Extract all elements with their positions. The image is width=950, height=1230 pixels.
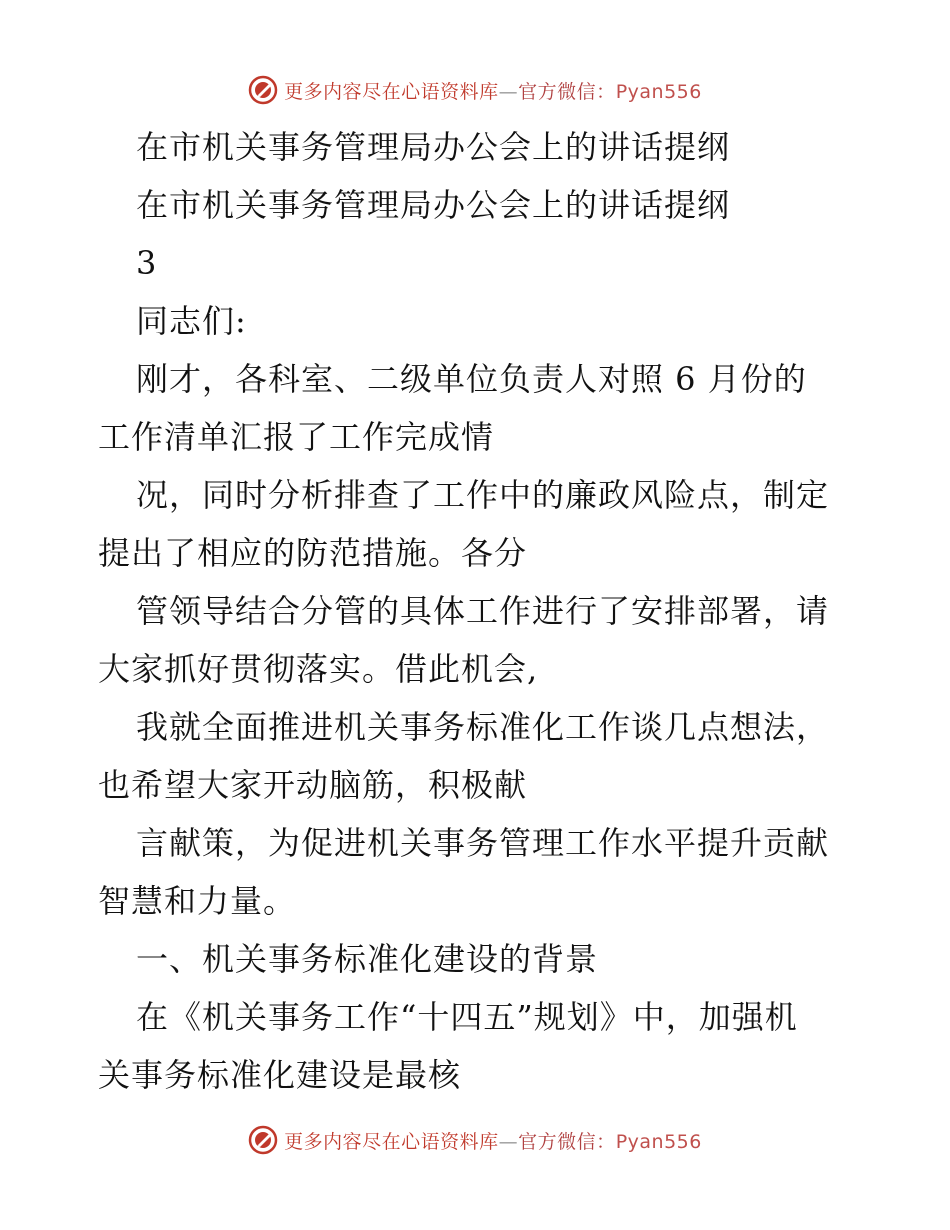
document-body xyxy=(98,118,858,1104)
doc-title: 在市机关事务管理局办公会上的讲话提纲 xyxy=(136,128,731,166)
footer-banner xyxy=(0,1122,950,1158)
doc-title-repeat: 在市机关事务管理局办公会上的讲话提纲 xyxy=(136,186,731,224)
section-heading: 一、机关事务标准化建设的背景 xyxy=(136,940,599,978)
paragraph-line: 大家抓好贯彻落实。借此机会, xyxy=(98,650,539,688)
paragraph-line: 管领导结合分管的具体工作进行了安排部署，请 xyxy=(136,592,830,630)
doc-number: 3 xyxy=(136,244,158,282)
header-banner-text: 更多内容尽在心语资料库—官方微信：Pyan556 xyxy=(284,80,702,103)
pen-logo-icon xyxy=(248,75,278,105)
paragraph-line: 工作清单汇报了工作完成情 xyxy=(98,418,495,456)
pen-logo-icon xyxy=(248,1125,278,1155)
paragraph-line: 提出了相应的防范措施。各分 xyxy=(98,534,528,572)
salutation: 同志们: xyxy=(136,302,247,340)
paragraph-line: 关事务标准化建设是最核 xyxy=(98,1056,462,1094)
paragraph-line: 也希望大家开动脑筋，积极献 xyxy=(98,766,528,804)
header-banner xyxy=(0,72,950,108)
paragraph-line: 言献策，为促进机关事务管理工作水平提升贡献 xyxy=(136,824,830,862)
paragraph-line: 我就全面推进机关事务标准化工作谈几点想法， xyxy=(136,708,830,746)
paragraph-line: 智慧和力量。 xyxy=(98,882,297,920)
footer-banner-text: 更多内容尽在心语资料库—官方微信：Pyan556 xyxy=(284,1130,702,1153)
paragraph-line: 在《机关事务工作“十四五”规划》中，加强机 xyxy=(136,998,798,1036)
paragraph-line: 刚才，各科室、二级单位负责人对照 6 月份的 xyxy=(136,360,807,398)
paragraph-line: 况，同时分析排查了工作中的廉政风险点，制定 xyxy=(136,476,830,514)
